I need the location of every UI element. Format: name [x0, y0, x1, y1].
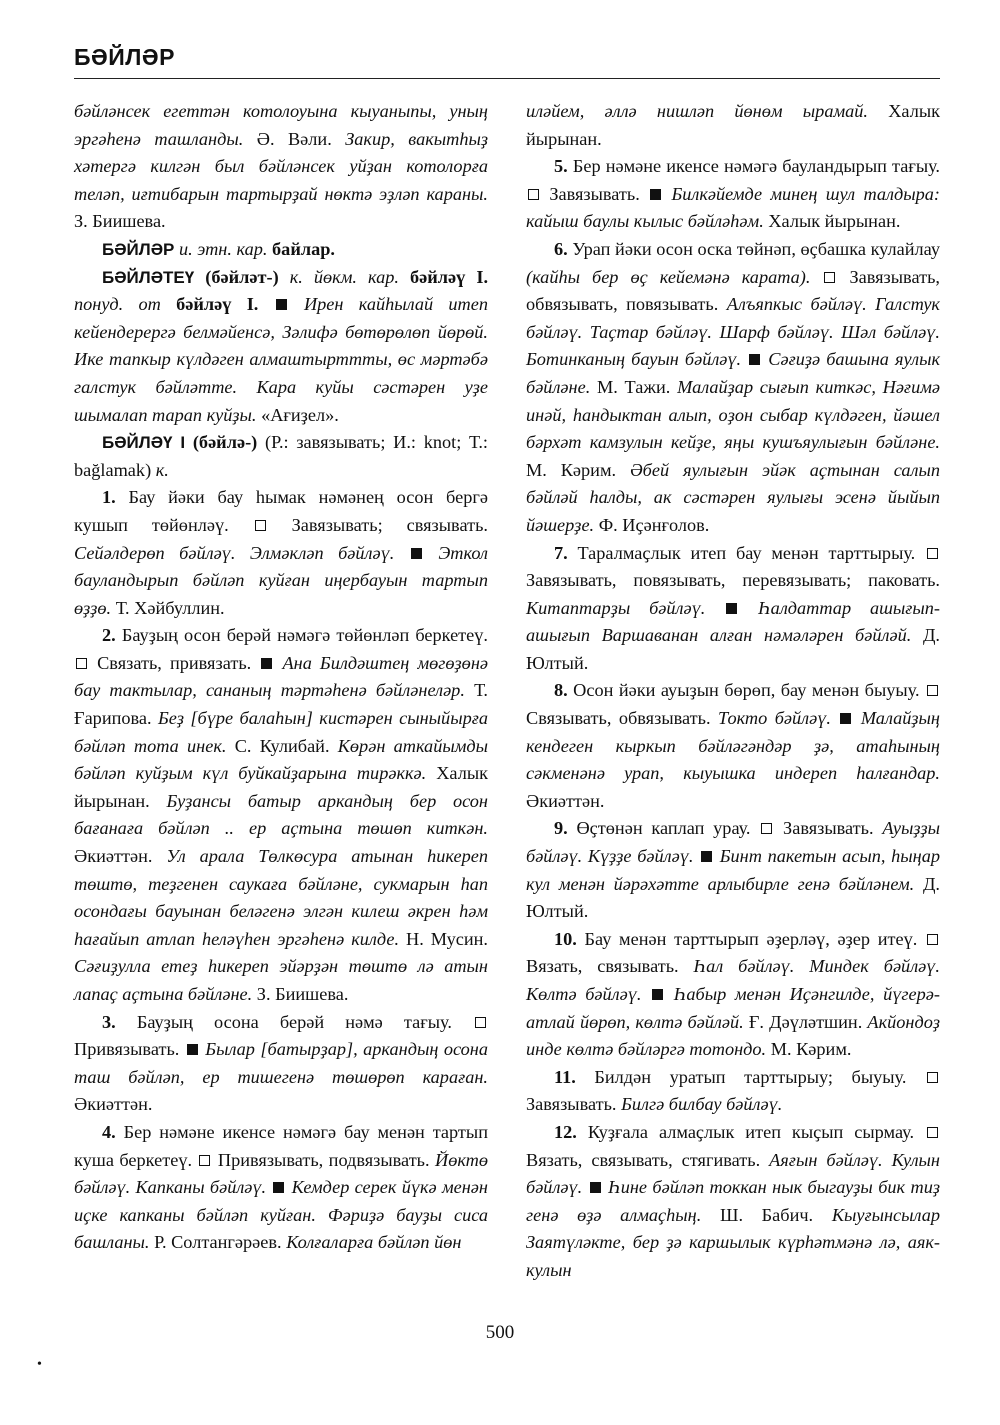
open-square-icon — [927, 934, 938, 945]
filled-square-icon — [749, 354, 760, 365]
filled-square-icon — [726, 603, 737, 614]
open-square-icon — [76, 658, 87, 669]
entry-bailau: БӘЙЛӘҮ I (бәйлә-) (Р.: завязывать; И.: knot; Т.: bağlamak) к. — [74, 432, 488, 480]
open-square-icon — [528, 189, 539, 200]
open-square-icon — [824, 272, 835, 283]
sense-5: 5. Бер нәмәне икенсе нәмәгә бауландырып тағыу. Завязывать. Билкәйемде минең шул талдыра: кайыш баулы кылыс бәйләһәм. Халык йырынан. — [526, 156, 940, 232]
sense-4: 4. Бер нәмәне икенсе нәмәгә бау менән тартып куша беркетеү. Привязывать, подвязывать. Йөктө бәйләү. Капканы бәйләү. Кемдер серек йүкә менән иҫке капканы бәйләп куйған. Фәриҙә бауҙы сиса башланы. Р. Солтангәрәев. Колғаларға бәйләп йөн — [74, 1121, 489, 1253]
open-square-icon — [927, 548, 938, 559]
filled-square-icon — [590, 1182, 601, 1193]
sense-9: 9. Өҫтөнән каплап урау. Завязывать. Ауыҙҙы бәйләү. Күҙҙе бәйләү. Бинт пакетын асып, һыңар кул менән йәрәхәтте арлыбирле генә бәйләнем. Д. Юлтый. — [526, 818, 941, 922]
sense-2: 2. Бауҙың осон берәй нәмәгә төйөнләп беркетеү. Связать, привязать. Ана Билдәштең мөгөҙөнә бау тактылар, сананың тәртәһенә бәйләнеләр. Т. Ғарипова. Беҙ [бүре балаһын] кистәрен сыныйырға бәйләп тота инек. С. Кулибай. Көрән аткайымды бәйләп куйҙым күл буйкайҙарына тирәккә. Халык йырынан. Буҙансы батыр аркандың бер осон бағанаға бәйләп .. ер аҫтына төшөп киткән. Әкиәттән. Ул арала Төлкөсура атынан һикереп төштө, теҙгенен саукаға бәйләне, сукмарын һап осондағы бауынан беләгенә элгән килеш әкрен һәм һағайып атлап һеләүһен эргәһенә килде. Н. Мусин. Сәғиҙулла етеҙ һикереп эйәрҙән төштө лә атын лапаҫ аҫтына бәйләне. З. Биишева. — [74, 625, 489, 1004]
sense-11: 11. Билдән уратып тарттырыу; быуыу. Завязывать. Билгә билбау бәйләү. — [526, 1064, 940, 1119]
open-square-icon — [199, 1155, 210, 1166]
stray-mark: • — [37, 1357, 42, 1372]
open-square-icon — [927, 1127, 938, 1138]
filled-square-icon — [652, 989, 663, 1000]
sense-8: 8. Осон йәки ауыҙын бөрөп, бау менән быуыу. Связывать, обвязывать. Токто бәйләү. Малайҙың кендеген кыркып бәйләгәндәр ҙә, атаһының сәкменәнә урап, кыуышка индереп һалғандар. Әкиәттән. — [526, 680, 940, 811]
continuation-paragraph: бәйләнсек егеттән котолоуына кыуаныпы, уның эргәһенә ташланды. Ә. Вәли. Закир, вакытһыҙ хәтергә килгән был бәйләнсек уйҙан котолорға теләп, иғтибарын тартырҙай нөктә эҙләп караны. З. Биишева. — [74, 101, 488, 232]
filled-square-icon — [840, 713, 851, 724]
sense-1: 1. Бау йәки бау һымак нәмәнең осон бергә кушып төйөнләү. Завязывать; связывать. Сейәлдерөп бәйләү. Элмәкләп бәйләү. Эткол бауландырып бәйләп куйған иңербауын тартып өҙҙө. Т. Хәйбуллин. — [74, 487, 488, 618]
header-title: БӘЙЛӘР — [74, 44, 175, 70]
filled-square-icon — [187, 1044, 198, 1055]
filled-square-icon — [411, 548, 422, 559]
continuation-paragraph: иләйем, әллә нишләп йөнөм ырамай. Халык йырынан. — [526, 101, 940, 149]
filled-square-icon — [273, 1182, 284, 1193]
running-header — [74, 44, 940, 71]
left-column — [74, 98, 488, 1257]
entry-bailar: БӘЙЛӘР и. этн. кар. байлар. — [102, 238, 335, 259]
filled-square-icon — [650, 189, 661, 200]
open-square-icon — [761, 823, 772, 834]
page-number: 500 — [485, 1322, 515, 1343]
open-square-icon — [255, 520, 266, 531]
header-rule — [74, 78, 940, 79]
sense-7: 7. Таралмаҫлык итеп бау менән тарттырыу. Завязывать, повязывать, перевязывать; паковать. Китаптарҙы бәйләү. Һалдаттар ашығып-ашығып Варшаванан алған нәмәләрен бәйләй. Д. Юлтый. — [526, 542, 941, 673]
sense-10: 10. Бау менән тарттырып әҙерләү, әҙер итеү. Вязать, связывать. Һал бәйләү. Миндек бәйләү. Көлтә бәйләү. Һабыр менән Иҫәнгилде, йүгерә-атлай йөрөп, көлтә бәйләй. Ғ. Дәүләтшин. Акйондоҙ инде көлтә бәйләргә тотондо. М. Кәрим. — [526, 928, 941, 1060]
sense-12: 12. Куҙғала алмаҫлык итеп кыҫып сырмау. Вязать, связывать, стягивать. Аяғын бәйләү. Кулын бәйләү. Һине бәйләп токкан нык быгауҙы бик тиҙ генә өҙә алмаҫһың. Ш. Бабич. Кыуғынсылар Заятүләкте, бер ҙә каршылык күрһәтмәнә лә, аяк-кулын — [526, 1121, 941, 1280]
sense-3: 3. Бауҙың осона берәй нәмә тағыу. Привязывать. Былар [батырҙар], аркандың осона таш бәйләп, ер тишегенә төшөрөп караған. Әкиәттән. — [74, 1011, 489, 1115]
right-column — [526, 98, 940, 1285]
entry-bailateu: БӘЙЛӘТЕҮ (бәйләт-) к. йөкм. кар. бәйләү I. понуд. от бәйләү I. Ирен кайһылай итеп кейендерергә белмәйенсә, Зәлифә бөтөрөлөп йөрөй. Ике тапкыр күлдәген алмаштырттты, өс мәртәбә галстук бәйләтте. Кара куйы сәстәрен уҙе шымалап тарап куйҙы. «Ағиҙел». — [74, 266, 489, 425]
open-square-icon — [927, 685, 938, 696]
filled-square-icon — [276, 299, 287, 310]
open-square-icon — [927, 1072, 938, 1083]
filled-square-icon — [701, 851, 712, 862]
sense-6: 6. Урап йәки осон оскa төйнәп, өҫбашка кулайлау (кайһы бер өҫ кейемәнә карата). Завязывать, обвязывать, повязывать. Алъяпкыс бәйләү. Галстук бәйләү. Таҫтар бәйләү. Шарф бәйләү. Шәл бәйләү. Ботинканың бауын бәйләү. Сәғиҙә башына яулык бәйләне. М. Тажи. Малайҙар сығып киткәс, Нәғимә инәй, һандыктан алып, оҙон сыбар күлдәген, йәшел бәрхәт камзулын кейҙе, яңы кушъяулығын бәйләне. М. Кәрим. Әбей яулығын эйәк аҫтынан салып бәйләй һалды, ак сәстәрен яулығы эсенә йыйып йәшерҙе. Ф. Иҫәнғолов. — [526, 238, 941, 535]
open-square-icon — [475, 1017, 486, 1028]
filled-square-icon — [261, 658, 272, 669]
